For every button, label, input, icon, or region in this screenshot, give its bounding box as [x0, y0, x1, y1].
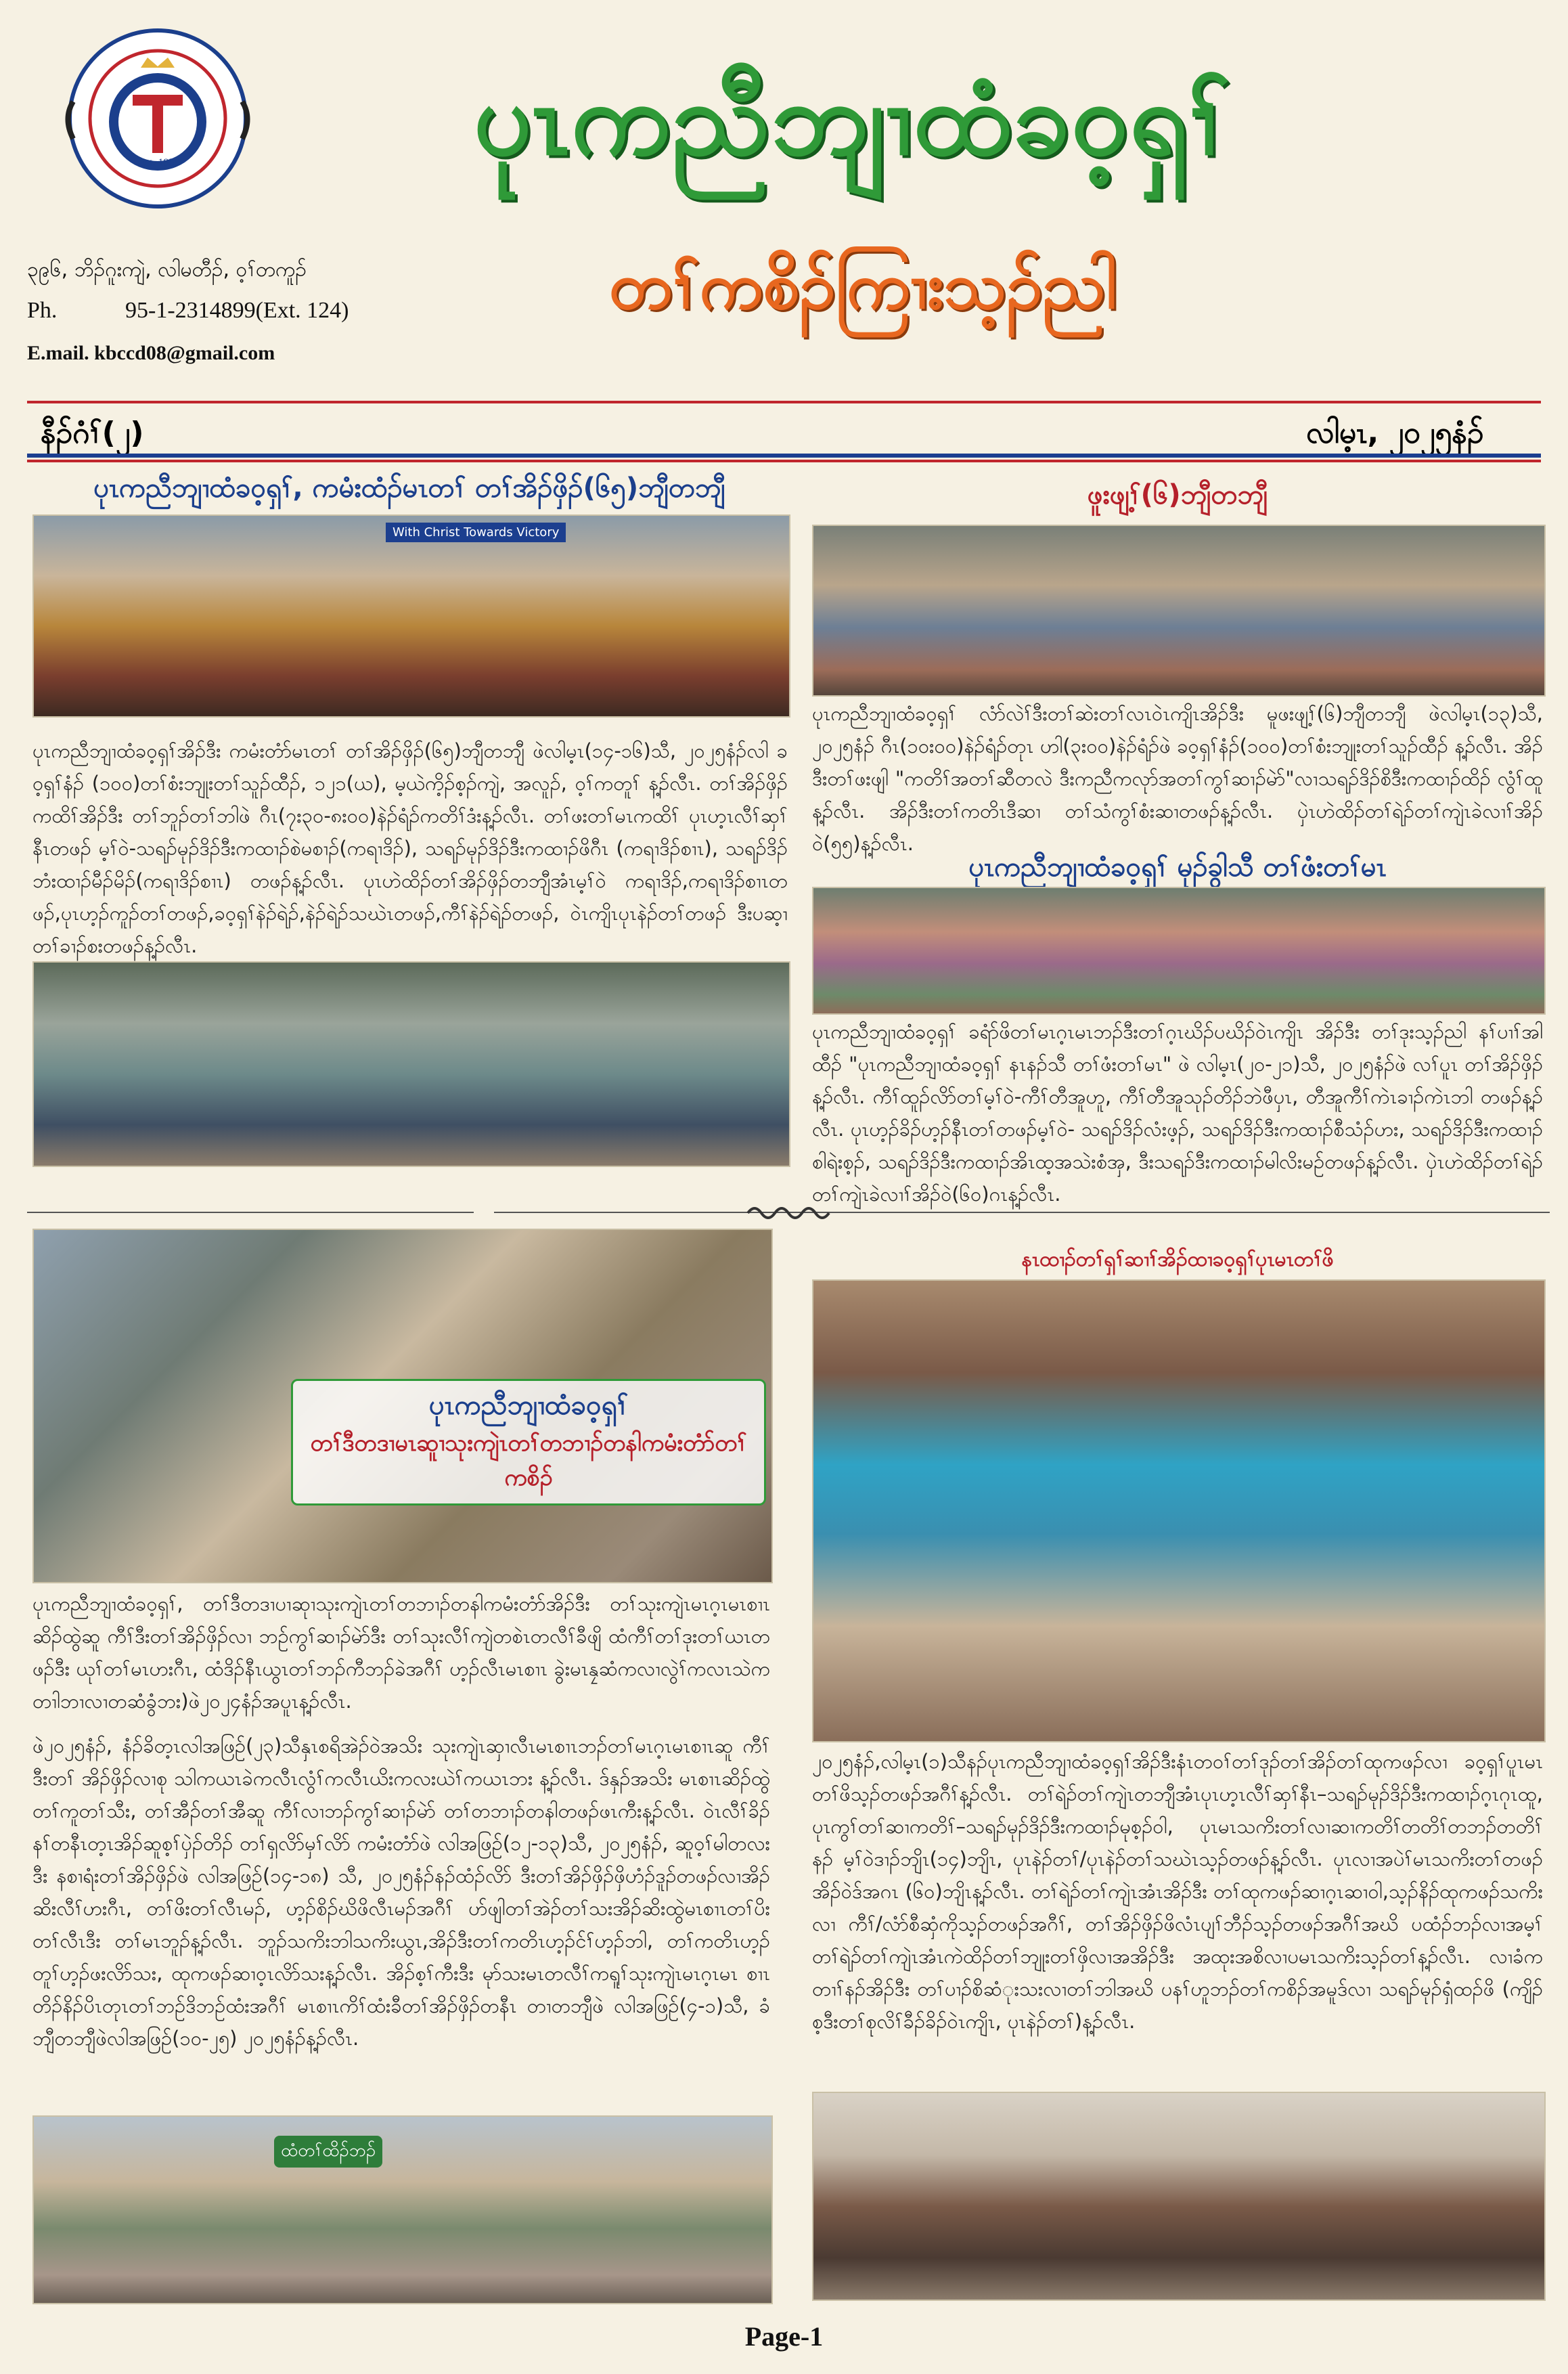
article-4-distribution-photo — [32, 2115, 773, 2304]
email: E.mail. kbccd08@gmail.com — [27, 342, 275, 364]
van-sign: ထံတၢ်ထိၣ်ဘၣ် — [274, 2136, 382, 2168]
article-5-body: ၂၀၂၅နံၣ်,လါမ့ၤ(၁)သီနၣ်ပုၤကညီဘျၢထံခဝ့ရှၢ်အိၣ်ဒီးနံၤတဝၢ်တၢ်ဒုၣ်တၢ်အိၣ်တၢ်ထုကဖၣ်လၢ ခဝ့ရှၢ်ပူၤမၤတၢ်ဖိသ့ၣ်တဖၣ်အဂီၢ်န့ၣ်လီၤ. တၢ်ရဲၣ်တၢ်ကျဲၤတဘျီအံၤပုၤဟ့ၤလီၢ်ဆှၢ်နီၤ–သရၣ်မုၣ်ဒိၣ်ဒီးကထၢၣ်ဂ့ၤဂုၤထူ, ပုၤကွၢ်တၢ်ဆၢကတိၢ်–သရၣ်မုၣ်ဒိၣ်ဒီးကထၢၣ်မုစ့ၣ်ဝါ, ပုၤမၤသကိးတၢ်လၢဆၢကတိၢ်တတိၢ်တဘၣ်တတိၢ်နၣ် မ့ၢ်ဝဲဒၢၣ်ဘျိၤ(၁၄)ဘျိၤ, ပုၤနဲၣ်တၢ်/ပုၤနဲၣ်တၢ်သဃဲၤသ့ၣ်တဖၣ်န့ၣ်လီၤ. ပုၤလၢအပဲၢ်မၤသကိးတၢ်တဖၣ်အိၣ်ဝဲဒ်အဂၤ (၆၀)ဘျိၤန့ၣ်လီၤ. တၢ်ရဲၣ်တၢ်ကျဲၤအံၤအိၣ်ဒီး တၢ်ထုကဖၣ်ဆၢဂ့ၤဆၢဝါ,သ့ၣ်နိၣ်ထုကဖၣ်သကိးလၢ ကီၢ်/လံာ်စီဆှံကိုသ့ၣ်တဖၣ်အဂီၢ်, တၢ်အိၣ်ဖှိၣ်ဖိလံၤပျၢ်ဘီၣ်သ့ၣ်တဖၣ်အဂီၢ်အဃိ ပထံၣ်ဘၣ်လၢအမ့ၢ်တၢ်ရဲၣ်တၢ်ကျဲၤအံၤကဲထိၣ်တၢ်ဘျုးတၢ်ဖှိလၢအအိၣ်ဒီး အထုးအစိလၢပမၤသကိးသ့ၣ်တၢ်န့ၣ်လီၤ. လၢခံကတၢၢ်နၣ်အိၣ်ဒီး တၢ်ပၢၣ်စိဆံုးသးလၢတၢ်ဘါအဃိ ပနၢ်ဟူဘၣ်တၢ်ကစိၣ်အမူဒ်လၢ သရၣ်မုၣ်ရှံထၣ်ဖိ (ကျိၣ်စ့ဒီးတၢ်စုလိၢ်ခီၣ်ခိၣ်ဝဲၤကျိၤ, ပုၤနဲၣ်တၢ်)န့ၣ်လီၤ. — [812, 1750, 1543, 2033]
photo-banner: With Christ Towards Victory — [386, 523, 566, 542]
section-divider-left — [27, 1212, 474, 1213]
article-3-heading: ပုၤကညီဘျၢထံခဝ့ရှၢ် မုၣ်ခွါသီ တၢ်ဖံးတၢ်မၤ — [968, 852, 1387, 883]
section-divider-right — [494, 1212, 1550, 1213]
article-4-relief-collage — [32, 1229, 773, 1583]
article-1-group-photo — [32, 514, 790, 718]
organization-logo — [53, 20, 263, 217]
article-3-group-photo — [812, 887, 1546, 1015]
article-4-body-2: ဖဲ၂၀၂၅နံၣ်, နံၣ်ခိတ့ၤလါအဖြဉ်(၂၃)သီနှၤစရိအဲၣ်ဝဲအသိး သုးကျဲၤဆှၢလီၤမၤစၢၤဘၣ်တၢ်မၤဂ့ၤမၤစၢၤဆူ ကီၢ်ဒီးတၢ် အိၣ်ဖှိၣ်လၢစု သါကယၤခဲကလီၤလွံၢ်ကလီၤယိးကလးယဲၢ်ကယၤဘး န့ၣ်လီၤ. ဒ်နှၣ်အသိး မၤစၢၤဆိၣ်ထွဲတၢ်ကူတၢ်သီး, တၢ်အီၣ်တၢ်အီဆူ ကီၢ်လၢဘၣ်ကွၢ်ဆၢၣ်မဲာ် တၢ်တဘၢၣ်တနါတဖၣ်ဖၤကီးန့ၣ်လီၤ. ဝဲၤလီၢ်ခိၣ်နၢ်တနီၤတ့ၤအိၣ်ဆူစ့ၢ်ပှဲၣ်တိၣ် တၢ်ရှလိာ်မှၢ်လိာ် ကမံးတံာ်ဖဲ လါအဖြဉ်(၁၂-၁၃)သီ, ၂၀၂၅နံၣ်, ဆူဝ့ၢ်မါတလးဒီး နစၢရံးတၢ်အိၣ်ဖှိၣ်ဖဲ လါအဖြဉ်(၁၄-၁၈) သီ, ၂၀၂၅နံၣ်နၣ်ထံၣ်လိာ် ဒီးတၢ်အိၣ်ဖှိၣ်ဖှိဟံၣ်ဒူၣ်တဖၣ်လၢအိၣ်ဆိးလီၢ်ဟးဂီၤ, တၢ်ဖိးတၢ်လီၤမၣ်, ဟ့ၣ်စိၣ်ဃိဖိလီၤမၣ်အဂီၢ် ဟ်ဖျါတၢ်အဲၣ်တၢ်သးအိၣ်ဆိးထွဲမၤစၢၤတၢ်ပိးတၢ်လီၤဒီး တၢ်မၤဘူၣ်န့ၣ်လီၤ. ဘူၣ်သကိးဘါသကိးယွၤ,အိၣ်ဒီးတၢ်ကတိၤဟ့ၣ်င်ၢ်ဟ့ၣ်ဘါ, တၢ်ကတိၤဟ့ၣ်တူၢ်ဟ့ၣ်ဖးလိာ်သး, ထုကဖၣ်ဆၢဝ့ၤလိာ်သးန့ၣ်လီၤ. အိၣ်စ့ၢ်ကီးဒီး မုာ်သးမၤတလီၢ်ကရူၢ်သုးကျဲၤမၤဂ့ၤမၤ စၢၤ တိၣ်နိၣ်ပိၤတုၤတၢ်ဘဉ်ဒိဘဉ်ထံးအဂီၢ် မၤစၢၤကိၢ်ထံးခီတၢ်အိၣ်ဖှိၣ်တနီၤ တၢတဘျီဖဲ လါအဖြဉ်(၄-၁)သီ, ခံဘျီတဘျီဖဲလါအဖြဉ်(၁၀-၂၅) ၂၀၂၅နံၣ်န့ၣ်လီၤ. — [32, 1734, 770, 2050]
relief-title-line-2: တၢ်ဒီတဒၢမၤဆူၢသုးကျဲၤတၢ်တဘၢၣ်တနါကမံးတံာ်တၢ်ကစိၣ် — [310, 1430, 747, 1491]
article-2-group-photo — [812, 525, 1546, 697]
address: ၃၉၆, ဘိၣ်ဂူးကျဲ, လါမတီၣ်, ဝ့ၢ်တကူၣ် — [27, 258, 307, 282]
article-4-body-1: ပုၤကညီဘျၢထံခဝ့ရှၢ်, တၢ်ဒီတဒၢပၢဆုၢသုးကျဲၤတၢ်တဘၢၣ်တနါကမံးတံာ်အိၣ်ဒီး တၢ်သုးကျဲၤမၤဂ့ၤမၤစၢၤဆိၣ်ထွဲဆူ ကီၢ်ဒီးတၢ်အိၣ်ဖှိၣ်လၢ ဘဉ်ကွၢ်ဆၢၣ်မဲာ်ဒီး တၢ်သုးလီၢ်ကျဲတစဲၤတလီၢ်ခီဖျိ ထံကီၢ်တၢ်ဒုးတၢ်ယၤတဖၣ်ဒီး ယုၢ်တၢ်မၤဟးဂီၤ, ထံဒိၣ်နီၤယွၤတၢ်ဘၣ်ကီဘၣ်ခဲအဂီၢ် ဟ့ၣ်လီၤမၤစၢၤ ခွဲးမၤနၠဆံကလၢလွဲၢ်ကလၤသဲကတၢါဘၢလၢတဆံခွံဘး)ဖဲ၂၀၂၄နံၣ်အပူၤန့ၣ်လီၤ. — [32, 1592, 770, 1713]
article-5-prayer-collage — [812, 1279, 1546, 1742]
issue-date: လါမ့ၤ, ၂၀၂၅နံၣ် — [1306, 416, 1484, 450]
logo-year: Est. 1955 — [139, 157, 180, 169]
issue-number: နီၣ်ဂံၢ်(၂) — [41, 416, 144, 450]
article-1-body: ပုၤကညီဘျၢထံခဝ့ရှၢ်အိၣ်ဒီး ကမံးတံာ်မၤတၢ် တၢ်အိၣ်ဖှိၣ်(၆၅)ဘျီတဘျီ ဖဲလါမ့ၤ(၁၄-၁၆)သီ, ၂၀၂၅နံၣ်လါ ခဝ့ရှၢ်နံၣ် (၁၀၀)တၢ်စံးဘျုးတၢ်သူၣ်ထီၣ်, ၁၂၁(ယ), မ့ယဲကိ့ၣ်စ့ၣ်ကျဲ, အလူၣ်, ဝ့ၢ်ကတူၢ် န့ၣ်လီၤ. တၢ်အိၣ်ဖှိၣ်ကထိၢ်အိၣ်ဒီး တၢ်ဘူၣ်တၢ်ဘါဖဲ ဂီၤ(၇း၃၀-၈း၀၀)နဲၣ်ရံၣ်ကတိၢ်ဒံးန့ၣ်လီၤ. တၢ်ဖးတၢ်မၤကထိၢ် ပုၤဟ့ၤလီၢ်ဆှၢ်နီၤတဖၣ် မ့ၢ်ဝဲ-သရၣ်မုၣ်ဒိၣ်ဒီးကထၢၣ်စဲမစၢၣ်(ကရၢဒိၣ်), သရၣ်မုၣ်ဒိၣ်ဒီးကထၢၣ်ဖိဂီၤ (ကရၢဒိၣ်စၢၤ), သရၣ်ဒိၣ်ဘံးထၢၣ်မီၣ်မိၣ်(ကရၢဒိၣ်စၢၤ) တဖၣ်န့ၣ်လီၤ. ပုၤဟဲထိၣ်တၢ်အိၣ်ဖှိၣ်တဘျီအံၤမ့ၢ်ဝဲ ကရၢဒိၣ်,ကရၢဒိၣ်စၢၤတဖၣ်,ပုၤဟ့ၣ်ကူၣ်တၢ်တဖၣ်,ခဝ့ရှၢ်နဲၣ်ရဲၣ်,နဲၣ်ရဲၣ်သဃဲၤတဖၣ်,ကီၢ်နဲၣ်ရဲၣ်တဖၣ်, ဝဲၤကျိၤပုၤနဲၣ်တၢ်တဖၣ် ဒီးပဆ့ၢတၢ်ခၢၣ်စးတဖၣ်န့ၣ်လီၤ. — [32, 739, 788, 957]
header-rule-red — [27, 460, 1541, 462]
newsletter-subtitle: တၢ်ကစိၣ်ကြၢးသ့ၣ်ညါ — [609, 248, 1117, 324]
newsletter-title: ပုၤကညီဘျၢထံခဝ့ရှၢ် — [474, 60, 1232, 178]
phone-number: 95-1-2314899(Ext. 124) — [125, 298, 349, 323]
church-cross-logo-icon — [53, 20, 263, 217]
article-1-outdoor-photo — [32, 961, 790, 1167]
header-rule-top — [27, 401, 1541, 403]
relief-collage-title — [291, 1379, 766, 1505]
article-5-hall-photo — [812, 2092, 1546, 2301]
article-3-body: ပုၤကညီဘျၢထံခဝ့ရှၢ် ခရံာ်ဖိတၢ်မၤဂ့ၤမၤဘၣ်ဒီးတၢ်ဂ့ၤဃိၣ်ပဃိၣ်ဝဲၤကျိၤ အိၣ်ဒီး တၢ်ဒုးသ့ၣ်ညါ နၢ်ပၢၢ်အါထီၣ် "ပုၤကညီဘျၢထံခဝ့ရှၢ် နၤနၣ်သီ တၢ်ဖံးတၢ်မၤ" ဖဲ လါမ့ၤ(၂၀-၂၁)သီ, ၂၀၂၅နံၣ်ဖဲ လၢ်ပူၤ တၢ်အိၣ်ဖှိၣ်န့ၣ်လီၤ. ကီၢ်ထူၣ်လိာ်တၢ်မ့ၢ်ဝဲ-ကီၢ်တီအူဟူ, ကီၢ်တီအူသုၣ်တိၣ်ဘဲဖီပှၤ, တီအူကီၢ်ကဲၤခၢၣ်ကဲၤဘါ တဖၣ်န့ၣ်လီၤ. ပုၤဟ့ၣ်ခိၣ်ဟ့ၣ်နီၤတၢ်တဖၣ်မ့ၢ်ဝဲ- သရၣ်ဒိၣ်လံးဖ့ၣ်, သရၣ်ဒိၣ်ဒီးကထၢၣ်စီသံၣ်ဟး, သရၣ်ဒိၣ်ဒီးကထၢၣ်စါရဲးစ့ၣ်, သရၣ်ဒိၣ်ဒီးကထၢၣ်အိၤထ့အသဲးစံအှ, ဒီးသရၣ်ဒီးကထၢၣ်မါလိးမဉ်တဖၣ်န့ၣ်လီၤ. ပှဲၤဟဲထိၣ်တၢ်ရဲၣ်တၢ်ကျဲၤခဲလၢၢ်အိၣ်ဝဲ(၆၀)ဂၤန့ၣ်လီၤ. — [812, 1020, 1543, 1206]
article-2-body: ပုၤကညီဘျၢထံခဝ့ရှၢ် လံာ်လဲၢ်ဒီးတၢ်ဆဲးတၢ်လၤဝဲၤကျိၤအိၣ်ဒီး မူဖးဖျ့ၢ်(၆)ဘျီတဘျီ ဖဲလါမ့ၤ(၁၃)သီ, ၂၀၂၅နံၣ် ဂီၤ(၁၀း၀၀)နဲၣ်ရံၣ်တုၤ ဟါ(၃း၀၀)နဲၣ်ရံၣ်ဖဲ ခဝ့ရှၢ်နံၣ်(၁၀၀)တၢ်စံးဘျုးတၢ်သူၣ်ထီၣ် န့ၣ်လီၤ. အိၣ်ဒီးတၢ်ဖးဖျါ "ကတိၢ်အတၢ်ဆီတလဲ ဒီးကညီကလုာ်အတၢ်ကွၢ်ဆၢၣ်မဲာ်"လၢသရၣ်ဒိၣ်စိဒီးကထၢၣ်ထိၣ် လွံၢ်ထူန့ၣ်လီၤ. အိၣ်ဒီးတၢ်ကတိၤဒီဆၢ တၢ်သံကွၢ်စံးဆၢတဖၣ်န့ၣ်လီၤ. ပှဲၤဟဲထိၣ်တၢ်ရဲၣ်တၢ်ကျဲၤခဲလၢၢ်အိၣ်ဝဲ(၅၅)န့ၣ်လီၤ. — [812, 702, 1543, 855]
header-rule-blue — [27, 454, 1541, 458]
phone-label: Ph. — [27, 298, 58, 323]
divider-ornament-icon — [744, 1200, 832, 1227]
page-number: Page-1 — [744, 2321, 824, 2352]
article-2-heading: ဖူးဖျ့ၢ်(၆)ဘျီတဘျီ — [1087, 479, 1268, 510]
article-5-heading: နၤထၢၣ်တၢ်ရှၢ်ဆၢၢ်အိၣ်ထၢခဝ့ရှၢ်ပုၤမၤတၢ်ဖိ — [1021, 1248, 1334, 1271]
relief-title-line-1: ပုၤကညီဘျၢထံခဝ့ရှၢ် — [428, 1390, 629, 1421]
article-1-heading: ပုၤကညီဘျၢထံခဝ့ရှၢ်, ကမံးထံၣ်မၤတၢ် တၢ်အိၣ်ဖှိၣ်(၆၅)ဘျီတဘျီ — [93, 472, 725, 504]
